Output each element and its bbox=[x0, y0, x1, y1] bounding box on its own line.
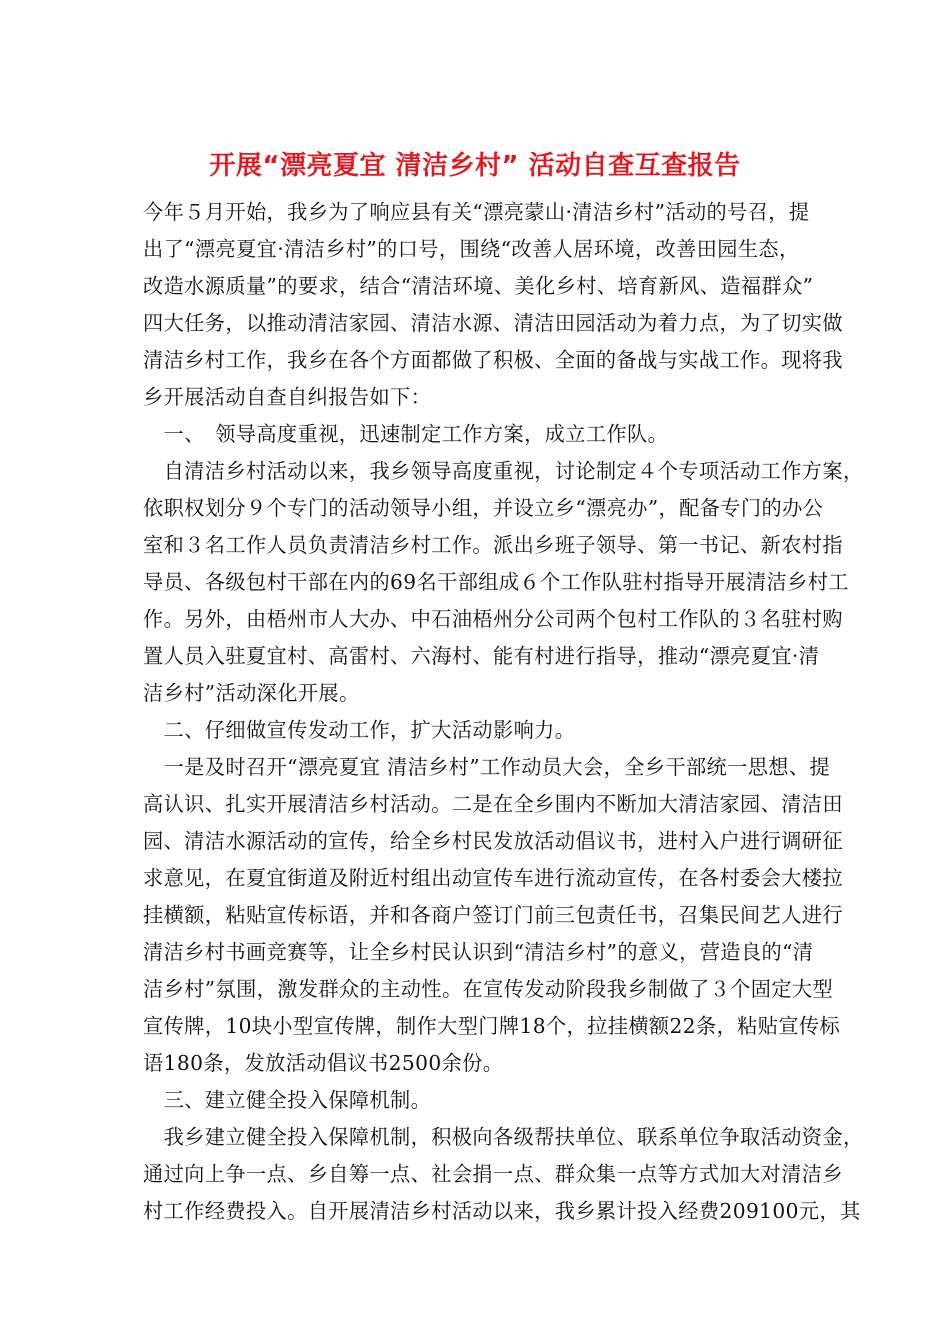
text-line: 清洁乡村书画竞赛等，让全乡村民认识到“清洁乡村”的意义，营造良的“清 bbox=[143, 940, 814, 964]
text-line: 语180条，发放活动倡议书2500余份。 bbox=[143, 1051, 504, 1075]
text-line: 室和３名工作人员负责清洁乡村工作。派出乡班子领导、第一书记、新农村指 bbox=[143, 533, 843, 557]
text-line: 出了“漂亮夏宜·清洁乡村”的口号，围绕“改善人居环境，改善田园生态， bbox=[143, 237, 800, 261]
section-heading: 二、仔细做宣传发动工作，扩大活动影响力。 bbox=[143, 718, 576, 742]
text-line: 高认识、扎实开展清洁乡村活动。二是在全乡围内不断加大清洁家园、清洁田 bbox=[143, 792, 843, 816]
text-line: 依职权划分９个专门的活动领导小组，并设立乡“漂亮办”，配备专门的办公 bbox=[143, 496, 824, 520]
text-line: 求意见，在夏宜街道及附近村组出动宣传车进行流动宣传，在各村委会大楼拉 bbox=[143, 866, 843, 890]
text-line: 园、清洁水源活动的宣传，给全乡村民发放活动倡议书，进村入户进行调研征 bbox=[143, 829, 843, 853]
text-line: 导员、各级包村干部在内的69名干部组成６个工作队驻村指导开展清洁乡村工 bbox=[143, 570, 849, 594]
section-heading: 三、建立健全投入保障机制。 bbox=[143, 1088, 432, 1112]
text-line: 通过向上争一点、乡自筹一点、社会捐一点、群众集一点等方式加大对清洁乡 bbox=[143, 1162, 843, 1186]
text-line: 洁乡村”氛围，激发群众的主动性。在宣传发动阶段我乡制做了３个固定大型 bbox=[143, 977, 834, 1001]
text-line: 改造水源质量”的要求，结合“清洁环境、美化乡村、培育新风、造福群众” bbox=[143, 274, 814, 298]
text-line: 四大任务，以推动清洁家园、清洁水源、清洁田园活动为着力点，为了切实做 bbox=[143, 311, 843, 335]
text-line: 乡开展活动自查自纠报告如下： bbox=[143, 385, 432, 409]
section-heading: 一、 领导高度重视，迅速制定工作方案，成立工作队。 bbox=[143, 422, 669, 446]
text-line: 宣传牌，10块小型宣传牌，制作大型门牌18个，拉挂横额22条，粘贴宣传标 bbox=[143, 1014, 841, 1038]
text-line: 洁乡村”活动深化开展。 bbox=[143, 681, 360, 705]
text-line: 一是及时召开“漂亮夏宜 清洁乡村”工作动员大会，全乡干部统一思想、提 bbox=[143, 755, 831, 779]
text-line: 清洁乡村工作，我乡在各个方面都做了积极、全面的备战与实战工作。现将我 bbox=[143, 348, 843, 372]
text-line: 置人员入驻夏宜村、高雷村、六海村、能有村进行指导，推动“漂亮夏宜·清 bbox=[143, 644, 820, 668]
document-title: 开展“漂亮夏宜 清洁乡村” 活动自查互查报告 bbox=[209, 151, 741, 181]
text-line: 作。另外，由梧州市人大办、中石油梧州分公司两个包村工作队的３名驻村购 bbox=[143, 607, 843, 631]
text-line: 挂横额，粘贴宣传标语，并和各商户签订门前三包责任书，召集民间艺人进行 bbox=[143, 903, 843, 927]
text-line: 村工作经费投入。自开展清洁乡村活动以来，我乡累计投入经费209100元，其 bbox=[143, 1199, 861, 1223]
text-line: 今年５月开始，我乡为了响应县有关“漂亮蒙山·清洁乡村”活动的号召，提 bbox=[143, 200, 810, 224]
text-line: 我乡建立健全投入保障机制，积极向各级帮扶单位、联系单位争取活动资金， bbox=[143, 1125, 864, 1149]
text-line: 自清洁乡村活动以来，我乡领导高度重视，讨论制定４个专项活动工作方案， bbox=[143, 459, 864, 483]
